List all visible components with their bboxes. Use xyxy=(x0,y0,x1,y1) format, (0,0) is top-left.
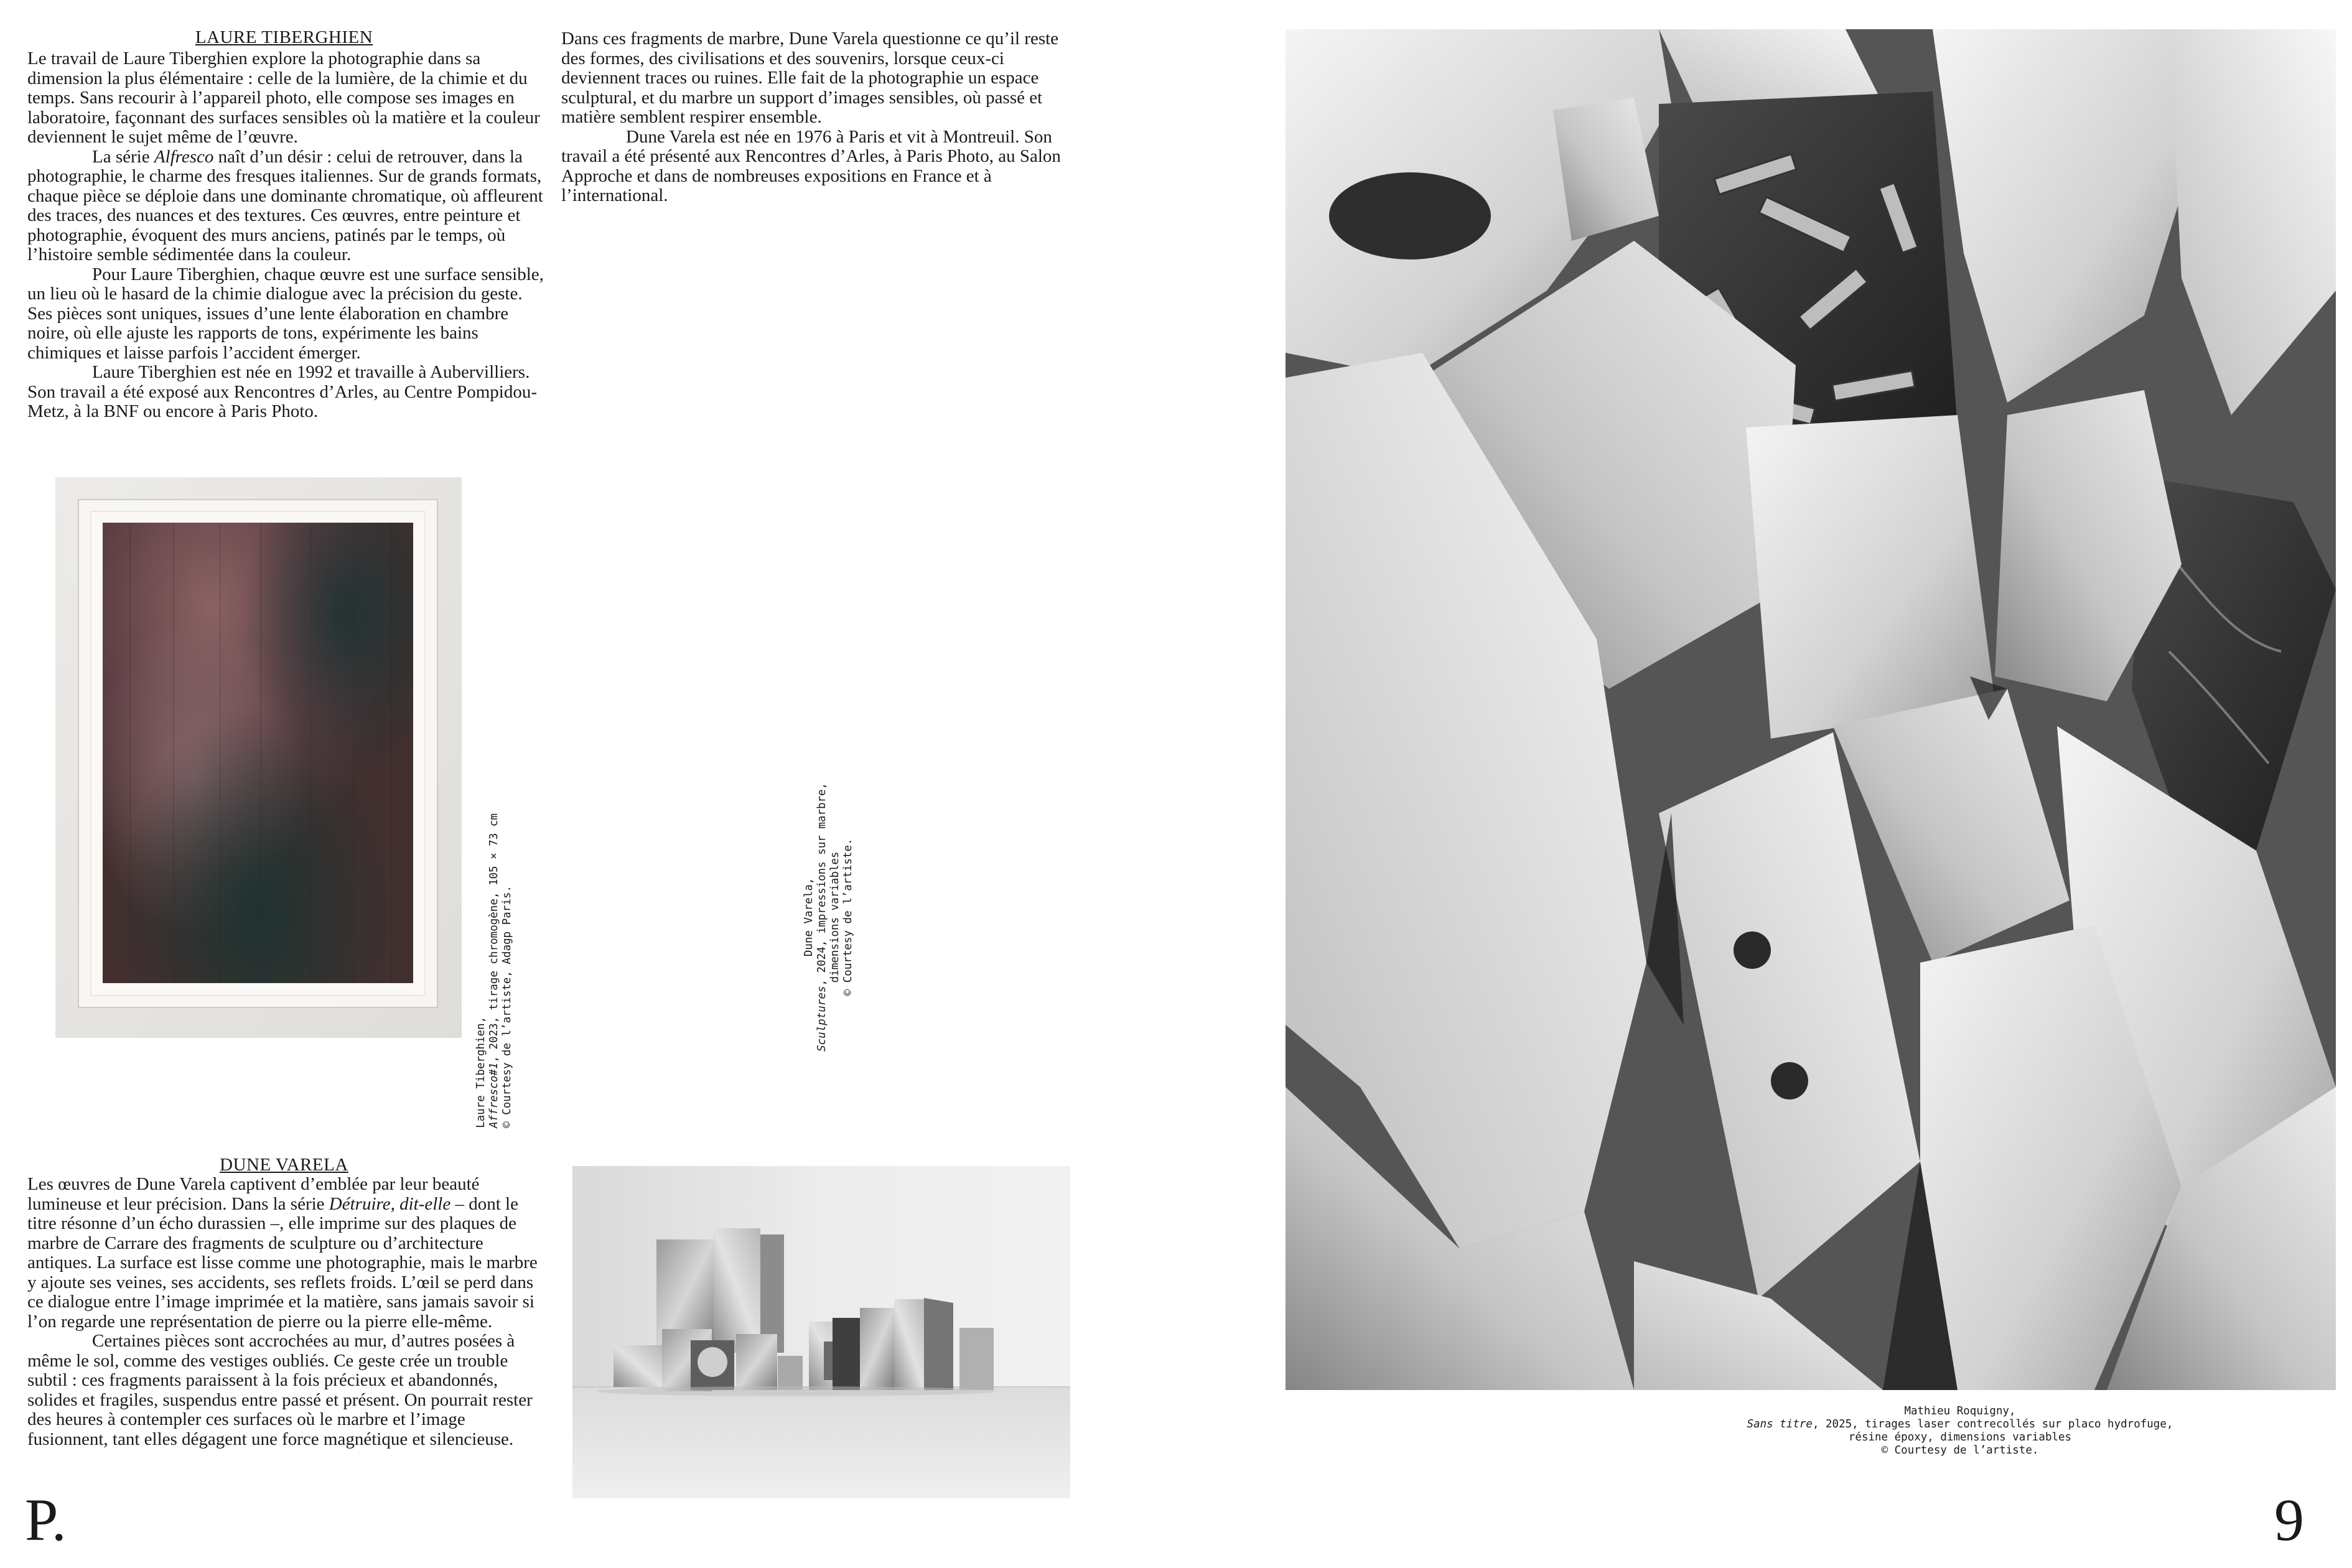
tiberghien-text xyxy=(27,49,544,422)
varela-paragraph-4: Dune Varela est née en 1976 à Paris et vit à Montreuil. Son travail a été présenté aux Rencontres d’Arles, à Paris Photo, au Salon Approche et dans de nombreuses expositions en France et à l’international. xyxy=(561,126,1061,205)
varela-text-continued xyxy=(561,29,1078,206)
tiberghien-paragraph-3: Pour Laure Tiberghien, chaque œuvre est une surface sensible, un lieu où le hasard de la chimie dialogue avec la précision du geste. Ses pièces sont uniques, issues d’une lente élaboration en chambre noire, où elle ajuste les rapports de tons, expérimente les bains chimiques et laisse parfois l’accident émerger. xyxy=(27,264,544,363)
affresco-caption: Laure Tiberghien, Affresco#1, 2023, tirage chromogène, 105 × 73 cm © Courtesy de l’artiste, Adagp Paris. xyxy=(475,813,513,1128)
varela-paragraph-1: Les œuvres de Dune Varela captivent d’emblée par leur beauté lumineuse et leur précision. Dans la série Détruire, dit-elle – dont le titre résonne d’un écho durassien –, elle imprime sur des plaques de marbre de Carrare des fragments de sculpture ou d’architecture antiques. La surface est lisse comme une photographie, mais le marbre y ajoute ses veines, ses accidents, ses reflets froids. L’œil se perd dans ce dialogue entre l’image imprimée et la matière, sans jamais savoir si l’on regarde une représentation de pierre ou la pierre elle-même. xyxy=(27,1174,538,1332)
heading-dune-varela: DUNE VARELA xyxy=(220,1155,348,1175)
sans-titre-photo xyxy=(1286,29,2336,1390)
varela-paragraph-2: Certaines pièces sont accrochées au mur, d’autres posées à même le sol, comme des vestiges oubliés. Ce geste crée un trouble subtil : ces fragments paraissent à la fois précieux et abandonnés, solides et fragiles, suspendus entre passé et présent. On pourrait rester des heures à contempler ces surfaces où le marbre et l’image fusionnent, tant elles dégagent une force magnétique et silencieuse. xyxy=(27,1331,533,1449)
tiberghien-paragraph-4: Laure Tiberghien est née en 1992 et travaille à Aubervilliers. Son travail a été exposé aux Rencontres d’Arles, au Centre Pompidou-Metz, à la BNF ou encore à Paris Photo. xyxy=(27,362,538,421)
sans-titre-caption: Mathieu Roquigny, Sans titre, 2025, tirages laser contrecollés sur placo hydrofuge, résine époxy, dimensions variables © Courtesy de l’artiste. xyxy=(1747,1405,2173,1457)
sculptures-photo xyxy=(572,1166,1070,1498)
page-number: 9 xyxy=(2274,1486,2304,1553)
folio-left: P. xyxy=(25,1486,67,1553)
affresco-photo xyxy=(55,477,462,1038)
tiberghien-paragraph-1: Le travail de Laure Tiberghien explore la photographie dans sa dimension la plus élémentaire : celle de la lumière, de la chimie et du temps. Sans recourir à l’appareil photo, elle compose ses images en laboratoire, façonnant des surfaces sensibles où la matière et la couleur deviennent le sujet même de l’œuvre. xyxy=(27,49,540,147)
varela-text xyxy=(27,1175,544,1449)
tiberghien-paragraph-2: La série Alfresco naît d’un désir : celui de retrouver, dans la photographie, le charme des fresques italiennes. Sur de grands formats, chaque pièce se déploie dans une dominante chromatique, où affleurent des traces, des nuances et des textures. Ces œuvres, entre peinture et photographie, évoquent des murs anciens, patinés par le temps, où l’histoire semble sédimentée dans la couleur. xyxy=(27,146,543,264)
varela-paragraph-3: Dans ces fragments de marbre, Dune Varela questionne ce qu’il reste des formes, des civilisations et des souvenirs, lorsque ceux-ci deviennent traces ou ruines. Elle fait de la photographie un espace sculptural, et du marbre un support d’images sensibles, où passé et matière semblent respirer ensemble. xyxy=(561,29,1059,127)
heading-laure-tiberghien: LAURE TIBERGHIEN xyxy=(195,27,373,47)
sculptures-caption: Dune Varela, Sculptures, 2024, impressions sur marbre, dimensions variables © Courtesy de l’artiste. xyxy=(803,783,854,1052)
